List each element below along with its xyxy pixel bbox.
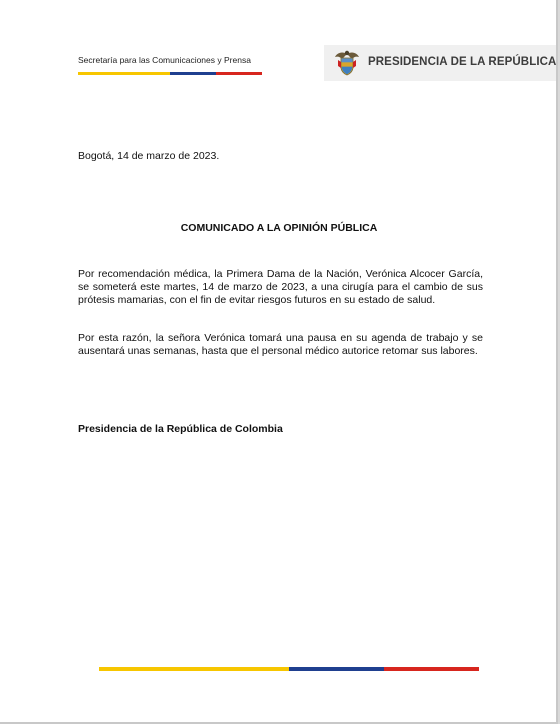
footer-stripe-red	[384, 667, 479, 671]
flag-stripe-yellow	[78, 72, 170, 75]
footer-stripe-yellow	[99, 667, 289, 671]
document-date: Bogotá, 14 de marzo de 2023.	[78, 150, 220, 162]
signature: Presidencia de la República de Colombia	[78, 423, 283, 435]
paragraph-1: Por recomendación médica, la Primera Dama de la Nación, Verónica Alcocer García, se someterá este martes, 14 de marzo de 2023, a una cirugía para el cambio de sus prótesis mamarias, con el fin de evitar riesgos futuros en su estado de salud.	[78, 268, 483, 306]
flag-stripe-red	[216, 72, 262, 75]
document-title: COMUNICADO A LA OPINIÓN PÚBLICA	[180, 222, 378, 234]
footer-stripe-blue	[289, 667, 384, 671]
flag-stripe-blue	[170, 72, 216, 75]
paragraph-2: Por esta razón, la señora Verónica tomará una pausa en su agenda de trabajo y se ausentará unas semanas, hasta que el personal médico autorice retomar sus labores.	[78, 332, 483, 357]
colombia-coat-of-arms-icon	[332, 48, 362, 78]
presidencia-header-box	[324, 45, 556, 81]
footer-flag-bar	[99, 667, 479, 671]
secretaria-label: Secretaría para las Comunicaciones y Prensa	[78, 55, 251, 65]
presidencia-header-label: PRESIDENCIA DE LA REPÚBLICA	[368, 56, 557, 68]
header-flag-bar	[78, 72, 262, 75]
